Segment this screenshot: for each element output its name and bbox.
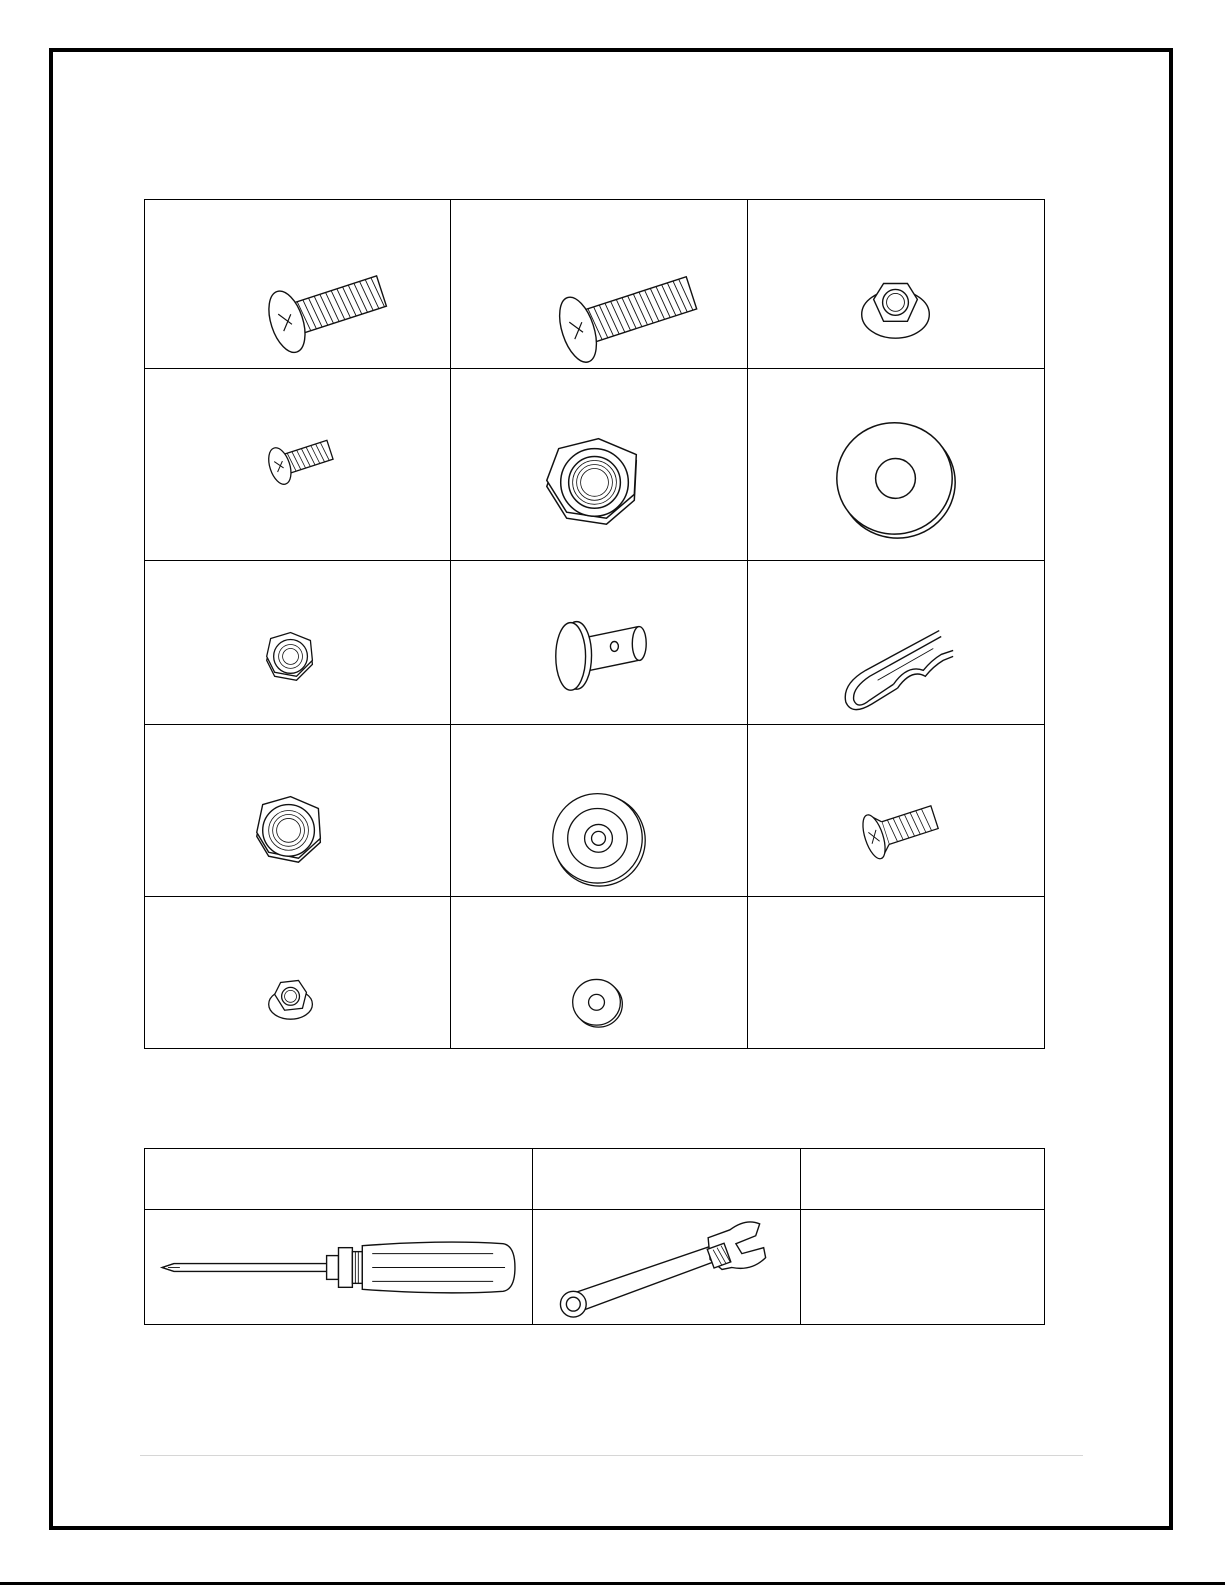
hardware-cell — [451, 200, 748, 369]
clevis-pin-icon — [451, 561, 747, 724]
small-washer-icon — [451, 897, 747, 1048]
flange-nut-icon — [748, 200, 1044, 368]
small-flange-nut-icon — [145, 897, 450, 1048]
small-lock-nut-icon — [145, 561, 450, 724]
hardware-cell — [748, 725, 1045, 897]
adjustable-wrench-icon — [533, 1210, 800, 1324]
tools-header-cell — [801, 1149, 1045, 1210]
hardware-cell — [451, 725, 748, 897]
hardware-cell — [451, 897, 748, 1049]
hardware-cell — [145, 200, 451, 369]
carriage-bolt-icon — [145, 200, 450, 368]
flat-head-screw-icon — [748, 725, 1044, 896]
hardware-cell — [145, 369, 451, 561]
hardware-cell — [451, 561, 748, 725]
hardware-cell — [145, 725, 451, 897]
small-carriage-bolt-icon — [145, 369, 450, 560]
hardware-cell — [748, 561, 1045, 725]
tools-header-cell — [145, 1149, 533, 1210]
large-lock-nut-icon — [451, 369, 747, 560]
spacer-washer-icon — [451, 725, 747, 896]
hardware-cell-empty — [748, 897, 1045, 1049]
tool-cell — [145, 1210, 533, 1325]
hardware-cell — [748, 369, 1045, 561]
hardware-cell — [145, 561, 451, 725]
tools-header-cell — [533, 1149, 801, 1210]
screwdriver-icon — [145, 1210, 532, 1324]
tool-cell-empty — [801, 1210, 1045, 1325]
tools-table — [144, 1148, 1045, 1325]
footer-divider — [140, 1455, 1083, 1456]
lock-nut-icon — [145, 725, 450, 896]
flat-washer-icon — [748, 369, 1044, 560]
hairpin-clip-icon — [748, 561, 1044, 724]
hardware-table — [144, 199, 1045, 1049]
hardware-cell — [451, 369, 748, 561]
long-carriage-bolt-icon — [451, 200, 747, 368]
hardware-cell — [145, 897, 451, 1049]
hardware-cell — [748, 200, 1045, 369]
tool-cell — [533, 1210, 801, 1325]
